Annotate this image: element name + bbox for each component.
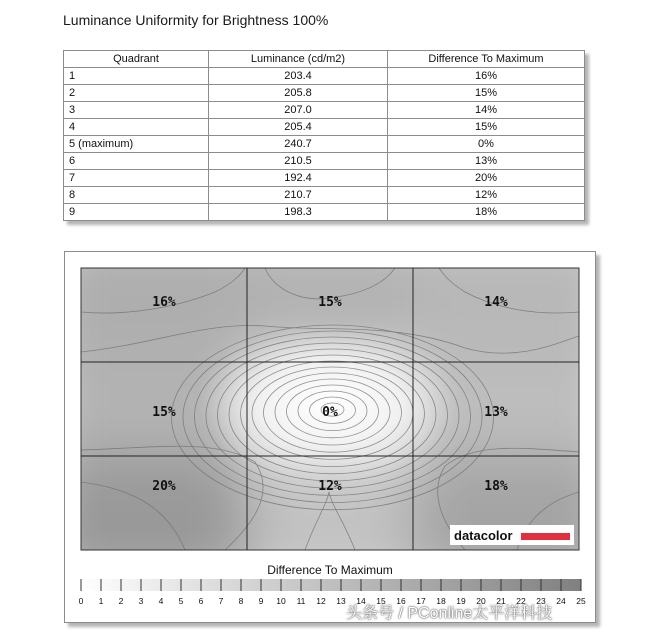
logo-bar [521,533,570,540]
cell-difference: 14% [388,102,585,119]
luminance-table-container [63,50,585,221]
datacolor-logo [450,525,574,545]
cell-quadrant: 2 [64,85,209,102]
header-luminance: Luminance (cd/m2) [209,51,388,68]
cell-value-label: 14% [484,295,508,310]
cell-value-label: 15% [318,295,342,310]
cell-quadrant: 7 [64,170,209,187]
colorbar-tick-label: 2 [118,596,124,606]
colorbar-tick-label: 3 [138,596,144,606]
table-row [64,136,585,153]
colorbar-tick-label: 25 [576,596,586,606]
cell-luminance: 240.7 [209,136,388,153]
colorbar-label: Difference To Maximum [267,563,393,577]
logo-text: datacolor [454,528,513,543]
heatmap-cell [65,456,247,590]
cell-value-label: 18% [484,479,508,494]
cell-value-label: 0% [322,405,338,420]
colorbar-tick-label: 0 [78,596,84,606]
cell-difference: 0% [388,136,585,153]
colorbar-tick-label: 20 [476,596,486,606]
cell-luminance: 203.4 [209,68,388,85]
cell-luminance: 210.5 [209,153,388,170]
table-row [64,85,585,102]
cell-quadrant: 5 (maximum) [64,136,209,153]
table-row [64,170,585,187]
luminance-table [63,50,585,221]
cell-difference: 16% [388,68,585,85]
table-row [64,187,585,204]
colorbar-tick-label: 14 [356,596,366,606]
colorbar [81,579,581,591]
uniformity-chart-frame [64,251,596,623]
colorbar-tick-label: 13 [336,596,346,606]
table-row [64,153,585,170]
cell-difference: 20% [388,170,585,187]
colorbar-tick-label: 22 [516,596,526,606]
colorbar-tick-label: 11 [296,596,306,606]
cell-quadrant: 4 [64,119,209,136]
table-row [64,119,585,136]
colorbar-tick-label: 4 [158,596,164,606]
colorbar-tick-label: 1 [98,596,104,606]
cell-difference: 18% [388,204,585,221]
colorbar-tick-label: 16 [396,596,406,606]
colorbar-tick-label: 15 [376,596,386,606]
header-difference: Difference To Maximum [388,51,585,68]
table-row [64,102,585,119]
cell-value-label: 13% [484,405,508,420]
cell-value-label: 16% [152,295,176,310]
cell-luminance: 192.4 [209,170,388,187]
colorbar-tick-label: 17 [416,596,426,606]
colorbar-tick-label: 18 [436,596,446,606]
cell-value-label: 12% [318,479,342,494]
cell-difference: 13% [388,153,585,170]
cell-difference: 15% [388,85,585,102]
cell-luminance: 198.3 [209,204,388,221]
colorbar-tick-label: 21 [496,596,506,606]
cell-luminance: 205.4 [209,119,388,136]
colorbar-tick-label: 6 [198,596,204,606]
cell-luminance: 205.8 [209,85,388,102]
cell-quadrant: 8 [64,187,209,204]
colorbar-tick-label: 8 [238,596,244,606]
colorbar-tick-label: 10 [276,596,286,606]
table-header-row [64,51,585,68]
colorbar-tick-label: 19 [456,596,466,606]
cell-value-label: 20% [152,479,176,494]
uniformity-heatmap [65,252,595,622]
cell-value-label: 15% [152,405,176,420]
colorbar-tick-label: 12 [316,596,326,606]
cell-difference: 15% [388,119,585,136]
colorbar-tick-label: 9 [258,596,264,606]
colorbar-tick-label: 7 [218,596,224,606]
watermark: 头条号 / PConline太平洋科技 [346,605,553,622]
cell-quadrant: 9 [64,204,209,221]
cell-quadrant: 3 [64,102,209,119]
header-quadrant: Quadrant [64,51,209,68]
colorbar-tick-label: 23 [536,596,546,606]
cell-quadrant: 6 [64,153,209,170]
table-row [64,204,585,221]
cell-luminance: 210.7 [209,187,388,204]
colorbar-tick-label: 24 [556,596,566,606]
page-title: Luminance Uniformity for Brightness 100% [63,12,329,28]
cell-difference: 12% [388,187,585,204]
table-row [64,68,585,85]
cell-luminance: 207.0 [209,102,388,119]
colorbar-tick-label: 5 [178,596,184,606]
cell-quadrant: 1 [64,68,209,85]
